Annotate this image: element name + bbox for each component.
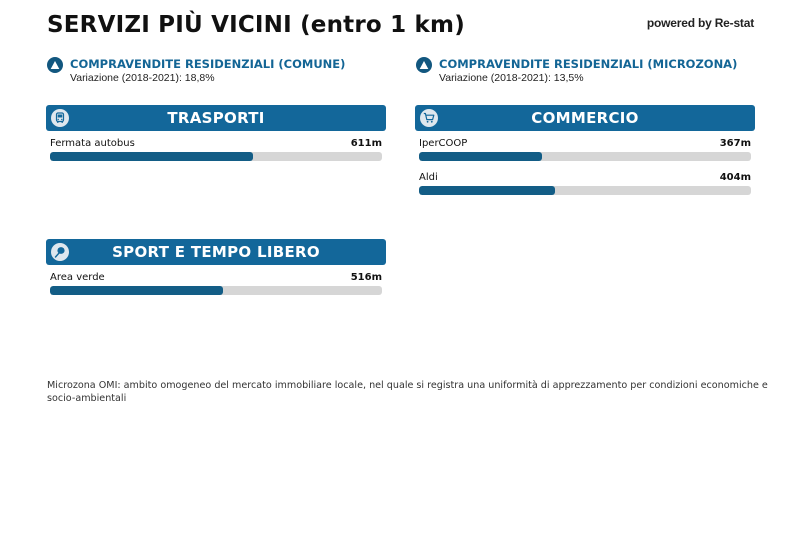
distance-bar bbox=[50, 152, 382, 161]
distance-bar bbox=[419, 186, 751, 195]
service-name: Fermata autobus bbox=[50, 138, 135, 149]
service-name: IperCOOP bbox=[419, 138, 468, 149]
footnote: Microzona OMI: ambito omogeneo del mercato immobiliare locale, nel quale si registra una uniformità di apprezzamento per condizioni economiche e socio-ambientali bbox=[47, 380, 768, 404]
distance-bar-fill bbox=[419, 152, 542, 161]
triangle-up-icon bbox=[47, 57, 63, 73]
variation-heading: COMPRAVENDITE RESIDENZIALI (COMUNE) bbox=[70, 57, 346, 71]
card-title: TRASPORTI bbox=[167, 109, 265, 127]
distance-bar-fill bbox=[50, 286, 223, 295]
card-header bbox=[46, 239, 386, 265]
service-distance: 367m bbox=[719, 138, 751, 149]
card-commercio bbox=[415, 105, 755, 199]
variation-value: Variazione (2018-2021): 13,5% bbox=[439, 72, 584, 84]
service-distance: 611m bbox=[350, 138, 382, 149]
card-header bbox=[415, 105, 755, 131]
distance-bar bbox=[50, 286, 382, 295]
service-distance: 404m bbox=[719, 172, 751, 183]
service-name: Aldi bbox=[419, 172, 438, 183]
triangle-up-icon bbox=[416, 57, 432, 73]
list-item bbox=[49, 131, 383, 165]
card-trasporti bbox=[46, 105, 386, 165]
card-title: SPORT E TEMPO LIBERO bbox=[112, 243, 320, 261]
variation-value: Variazione (2018-2021): 18,8% bbox=[70, 72, 215, 84]
card-title: COMMERCIO bbox=[531, 109, 639, 127]
distance-bar bbox=[419, 152, 751, 161]
variation-heading: COMPRAVENDITE RESIDENZIALI (MICROZONA) bbox=[439, 57, 738, 71]
list-item bbox=[49, 265, 383, 299]
card-header bbox=[46, 105, 386, 131]
powered-by-logo: powered by Re-stat bbox=[646, 16, 754, 30]
distance-bar-fill bbox=[419, 186, 555, 195]
service-distance: 516m bbox=[350, 272, 382, 283]
list-item bbox=[418, 131, 752, 165]
card-sport bbox=[46, 239, 386, 299]
service-name: Area verde bbox=[50, 272, 105, 283]
page-title: SERVIZI PIÙ VICINI (entro 1 km) bbox=[47, 12, 465, 38]
list-item bbox=[418, 165, 752, 199]
distance-bar-fill bbox=[50, 152, 253, 161]
